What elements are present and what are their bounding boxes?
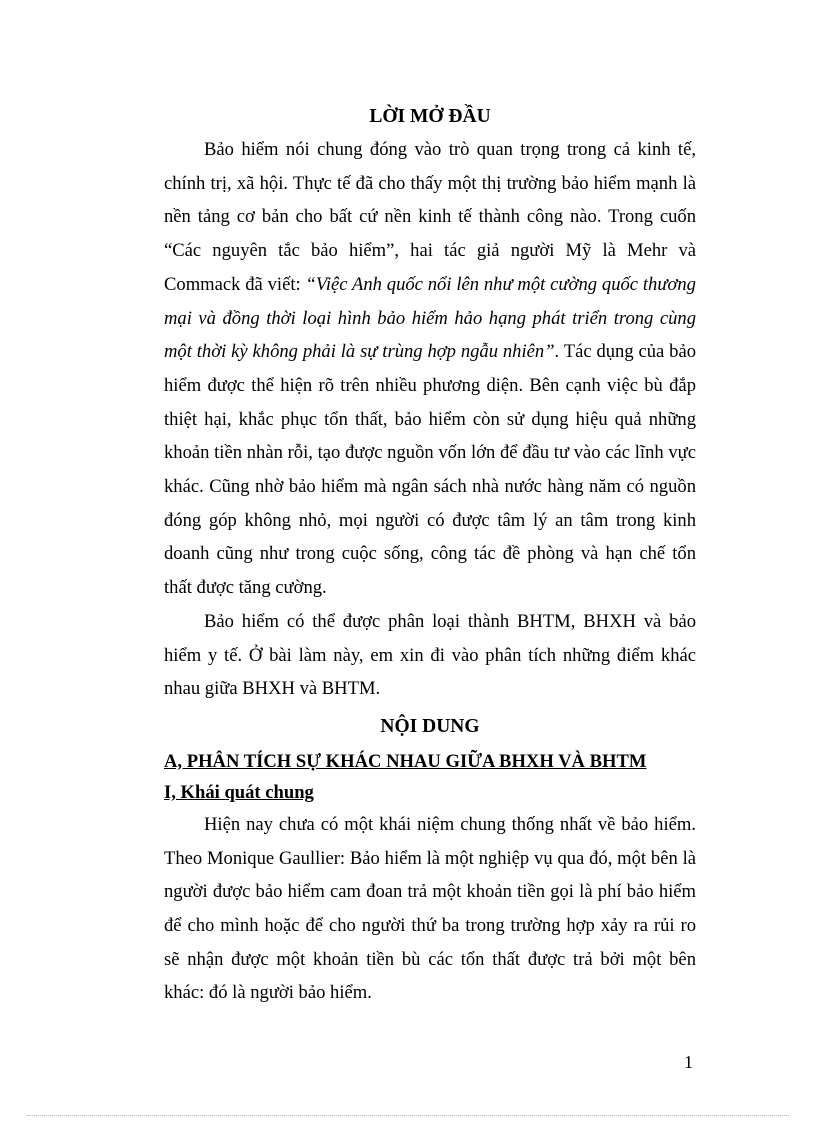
- classification-paragraph: Bảo hiểm có thể được phân loại thành BHTM, BHXH và bảo hiểm y tế. Ở bài làm này, em xin đi vào phân tích những điểm khác nhau giữa BHXH và BHTM.: [164, 610, 696, 700]
- part-i-heading: I, Khái quát chung: [164, 781, 314, 803]
- page-number: 1: [684, 1052, 693, 1072]
- overview-paragraph: Hiện nay chưa có một khái niệm chung thống nhất về bảo hiểm. Theo Monique Gaullier: Bảo hiểm là một nghiệp vụ qua đó, một bên là người được bảo hiểm cam đoan trả một khoản tiền gọi là phí bảo hiểm để cho mình hoặc để cho người thứ ba trong trường hợp xảy ra rủi ro sẽ nhận được một khoản tiền bù các tổn thất được trả bởi một bên khác: đó là người bảo hiểm.: [164, 813, 696, 1004]
- part-a-heading: A, PHÂN TÍCH SỰ KHÁC NHAU GIỮA BHXH VÀ BHTM: [164, 750, 647, 772]
- intro-text-part1: Bảo hiểm nói chung đóng vào trò quan trọng trong cả kinh tế, chính trị, xã hội. Thực tế đã cho thấy một thị trường bảo hiểm mạnh là nền tảng cơ bản cho bất cứ nền kinh tế thành công nào. Trong cuốn “Các nguyên tắc bảo hiểm”, hai tác giả người Mỹ là Mehr và Commack đã viết:: [164, 139, 696, 295]
- page-content: [164, 100, 696, 1010]
- intro-quote: “Việc Anh quốc nổi lên như một cường quốc thương mại và đồng thời loại hình bảo hiểm hảo hạng phát triển trong cùng một thời kỳ không phải là sự trùng hợp ngẫu nhiên”: [164, 273, 696, 363]
- intro-text-part2: . Tác dụng của bảo hiểm được thể hiện rõ trên nhiều phương diện. Bên cạnh việc bù đắp thiệt hại, khắc phục tổn thất, bảo hiểm còn sử dụng hiệu quả những khoản tiền nhàn rỗi, tạo được nguồn vốn lớn để đầu tư vào các lĩnh vực khác. Cũng nhờ bảo hiểm mà ngân sách nhà nước hàng năm có nguồn đóng góp không nhỏ, mọi người có được tâm lý an tâm trong kinh doanh cũng như trong cuộc sống, công tác đề phòng và hạn chế tổn thất được tăng cường.: [164, 341, 697, 599]
- page-bottom-border: [27, 1115, 789, 1116]
- preface-title: LỜI MỞ ĐẦU: [369, 106, 491, 127]
- content-heading: NỘI DUNG: [380, 715, 480, 737]
- intro-paragraph: [164, 133, 696, 605]
